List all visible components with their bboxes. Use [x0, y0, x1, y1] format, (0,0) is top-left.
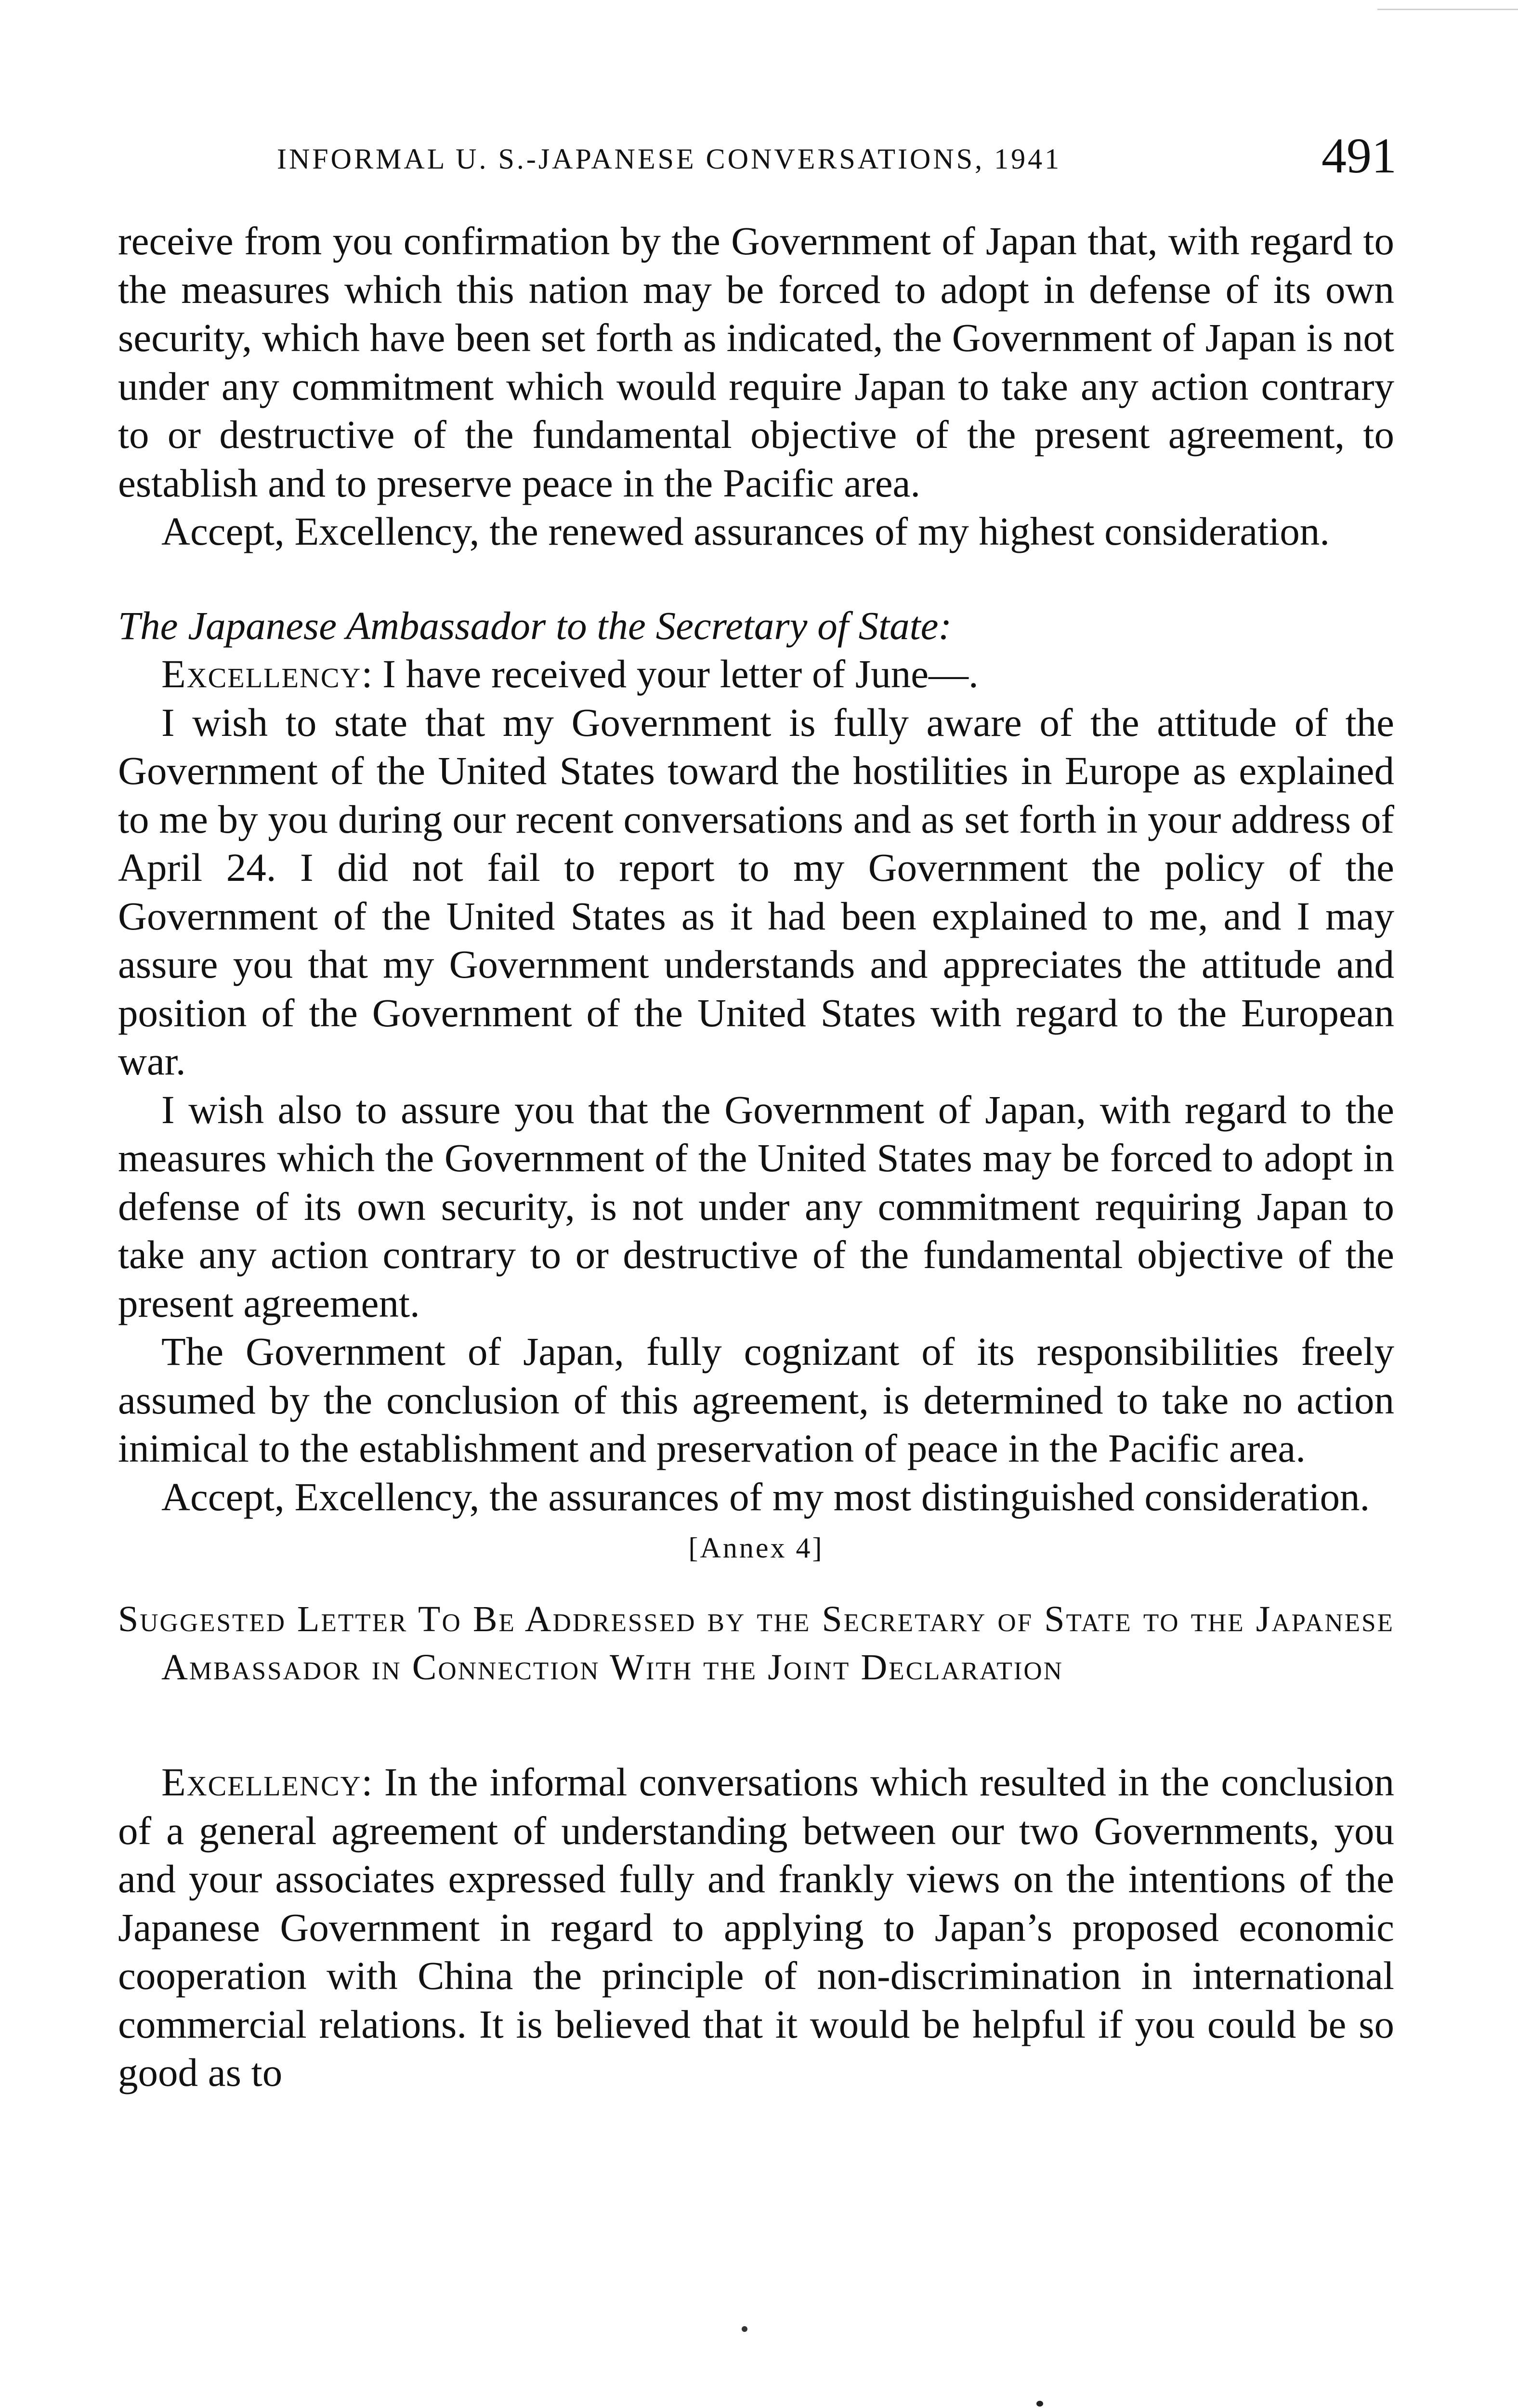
salutation-1 [118, 650, 1394, 698]
paragraph-closing-2: Accept, Excellency, the assurances of my most distinguished consideration. [161, 1474, 1370, 1519]
page-header [277, 128, 1397, 187]
section-title-ambassador: The Japanese Ambassador to the Secretary of State: [118, 603, 952, 648]
salutation-1-label: Excellency [161, 652, 362, 696]
paragraph-letter-opening [118, 1758, 1394, 2097]
salutation-1-text: : I have received your letter of June—. [361, 652, 979, 696]
letter-opening-text: : In the informal conversations which resulted in the conclusion of a general agreement of understanding between our two Governments, you and your associates expressed fully and frankly views on the intentions of the Japanese Government in regard to applying to Japan’s proposed economic cooperation with China the principle of non-discrimination in international commercial relations. It is believed that it would be helpful if you could be so good as to [118, 1760, 1394, 2094]
running-title: INFORMAL U. S.-JAPANESE CONVERSATIONS, 1941 [277, 143, 1062, 175]
page-number: 491 [1322, 128, 1397, 183]
scan-speck [1036, 2401, 1043, 2407]
paragraph-assurance: I wish also to assure you that the Government of Japan, with regard to the measures which the Government of the United States may be forced to adopt in defense of its own security, is not under any commitment requiring Japan to take any action contrary to or destructive of the fundamental objective of the present agreement. [118, 1087, 1394, 1325]
paragraph-attitude: I wish to state that my Government is fully aware of the attitude of the Government of the United States toward the hostilities in Europe as explained to me by you during our recent conversations and as set forth in your address of April 24. I did not fail to report to my Government the policy of the Government of the United States as it had been explained to me, and I may assure you that my Government understands and appreciates the attitude and position of the Government of the United States with regard to the European war. [118, 700, 1394, 1083]
paragraph-closing-1: Accept, Excellency, the renewed assurances of my highest consideration. [161, 509, 1330, 553]
annex-heading: Suggested Letter To Be Addressed by the Secretary of State to the Japanese Ambassador in Connection With the Joint Declaration [118, 1599, 1394, 1688]
top-edge-rule [1377, 9, 1518, 10]
document-body [118, 217, 1394, 2097]
paragraph-continuation: receive from you confirmation by the Government of Japan that, with regard to the measures which this nation may be forced to adopt in defense of its own security, which have been set forth as indicated, the Government of Japan is not under any commitment which would require Japan to take any action contrary to or destructive of the fundamental objective of the present agreement, to establish and to preserve peace in the Pacific area. [118, 219, 1394, 505]
paragraph-responsibilities: The Government of Japan, fully cognizant of its responsibilities freely assumed by the conclusion of this agreement, is determined to take no action inimical to the establishment and preservation of peace in the Pacific area. [118, 1329, 1394, 1470]
scan-speck [742, 2326, 747, 2332]
annex-label: [Annex 4] [688, 1532, 824, 1564]
salutation-2-label: Excellency [161, 1760, 362, 1804]
